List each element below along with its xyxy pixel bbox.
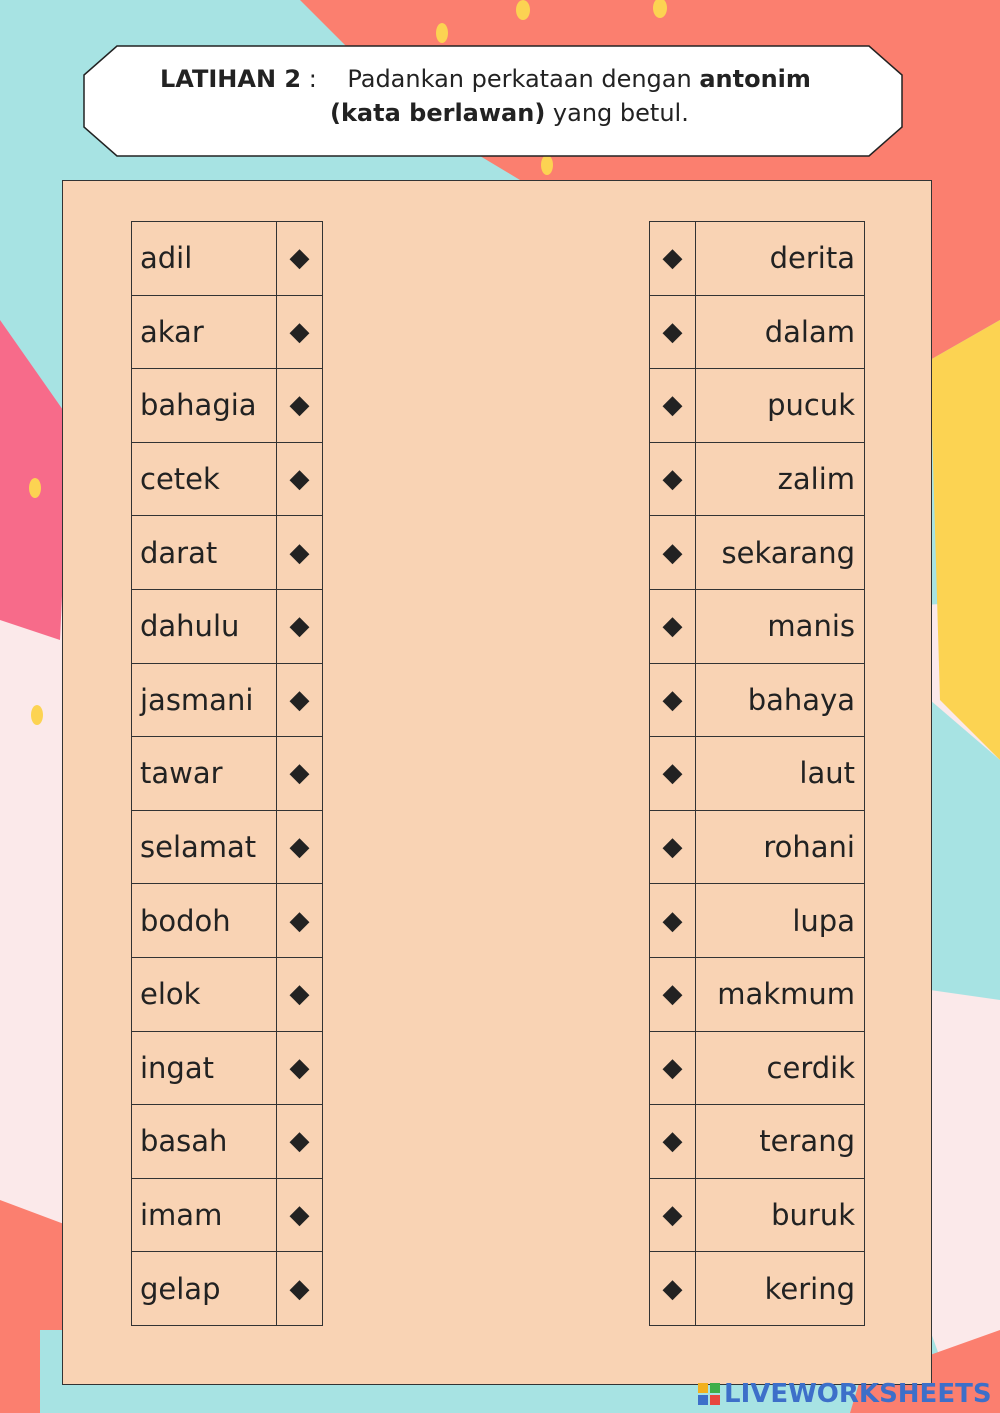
right-word: derita [696,222,865,296]
right-row [650,516,865,590]
right-match-point[interactable]: ◆ [650,1252,696,1326]
left-word: dahulu [132,589,277,663]
right-match-point[interactable]: ◆ [650,442,696,516]
right-word: kering [696,1252,865,1326]
left-match-point[interactable]: ◆ [277,1252,323,1326]
left-match-point[interactable]: ◆ [277,1178,323,1252]
instruction-keyword: antonim [699,65,811,93]
label-separator: : [301,65,317,93]
right-match-point[interactable]: ◆ [650,663,696,737]
left-row [132,442,323,516]
right-match-point[interactable]: ◆ [650,957,696,1031]
instruction-header [120,62,880,130]
right-word-table [649,221,865,1326]
left-row [132,737,323,811]
exercise-label: LATIHAN 2 [160,65,302,93]
right-word: cerdik [696,1031,865,1105]
right-word: bahaya [696,663,865,737]
left-row [132,1031,323,1105]
right-word: rohani [696,810,865,884]
left-word: jasmani [132,663,277,737]
liveworksheets-logo-icon [698,1383,720,1405]
right-match-point[interactable]: ◆ [650,810,696,884]
left-word: darat [132,516,277,590]
right-match-point[interactable]: ◆ [650,884,696,958]
left-word-table [131,221,323,1326]
liveworksheets-logo [698,1378,992,1410]
right-row [650,442,865,516]
left-word: elok [132,957,277,1031]
right-match-point[interactable]: ◆ [650,737,696,811]
right-row [650,1252,865,1326]
instruction-text-end: yang betul. [545,99,689,127]
left-match-point[interactable]: ◆ [277,884,323,958]
left-match-point[interactable]: ◆ [277,222,323,296]
right-match-point[interactable]: ◆ [650,369,696,443]
left-row [132,663,323,737]
left-match-point[interactable]: ◆ [277,295,323,369]
right-word: manis [696,589,865,663]
left-row [132,369,323,443]
instruction-keyword-2: (kata berlawan) [330,99,546,127]
left-word: imam [132,1178,277,1252]
right-row [650,589,865,663]
left-row [132,810,323,884]
worksheet-panel [62,180,932,1385]
right-row [650,369,865,443]
left-row [132,1178,323,1252]
left-match-point[interactable]: ◆ [277,442,323,516]
left-word: ingat [132,1031,277,1105]
right-match-point[interactable]: ◆ [650,1105,696,1179]
left-row [132,222,323,296]
right-row [650,295,865,369]
liveworksheets-logo-text: LIVEWORKSHEETS [724,1379,992,1409]
right-match-point[interactable]: ◆ [650,295,696,369]
left-match-point[interactable]: ◆ [277,516,323,590]
left-word: gelap [132,1252,277,1326]
left-match-point[interactable]: ◆ [277,589,323,663]
right-word: dalam [696,295,865,369]
right-row [650,222,865,296]
right-word: makmum [696,957,865,1031]
right-word: lupa [696,884,865,958]
right-match-point[interactable]: ◆ [650,516,696,590]
left-word: cetek [132,442,277,516]
left-match-point[interactable]: ◆ [277,1105,323,1179]
left-row [132,295,323,369]
left-match-point[interactable]: ◆ [277,369,323,443]
right-row [650,957,865,1031]
right-row [650,884,865,958]
right-row [650,1178,865,1252]
right-row [650,1105,865,1179]
left-row [132,1252,323,1326]
left-word: selamat [132,810,277,884]
right-row [650,1031,865,1105]
right-word: laut [696,737,865,811]
instruction-text: Padankan perkataan dengan [347,65,700,93]
left-word: adil [132,222,277,296]
right-row [650,663,865,737]
left-word: bahagia [132,369,277,443]
left-row [132,884,323,958]
right-match-point[interactable]: ◆ [650,222,696,296]
left-word: basah [132,1105,277,1179]
right-row [650,810,865,884]
left-row [132,957,323,1031]
right-word: buruk [696,1178,865,1252]
left-word: bodoh [132,884,277,958]
left-row [132,516,323,590]
left-row [132,589,323,663]
left-match-point[interactable]: ◆ [277,810,323,884]
right-row [650,737,865,811]
right-word: zalim [696,442,865,516]
left-match-point[interactable]: ◆ [277,1031,323,1105]
left-word: akar [132,295,277,369]
left-word: tawar [132,737,277,811]
left-row [132,1105,323,1179]
right-word: sekarang [696,516,865,590]
right-word: terang [696,1105,865,1179]
left-match-point[interactable]: ◆ [277,957,323,1031]
right-word: pucuk [696,369,865,443]
right-match-point[interactable]: ◆ [650,589,696,663]
left-match-point[interactable]: ◆ [277,737,323,811]
right-match-point[interactable]: ◆ [650,1031,696,1105]
right-match-point[interactable]: ◆ [650,1178,696,1252]
left-match-point[interactable]: ◆ [277,663,323,737]
